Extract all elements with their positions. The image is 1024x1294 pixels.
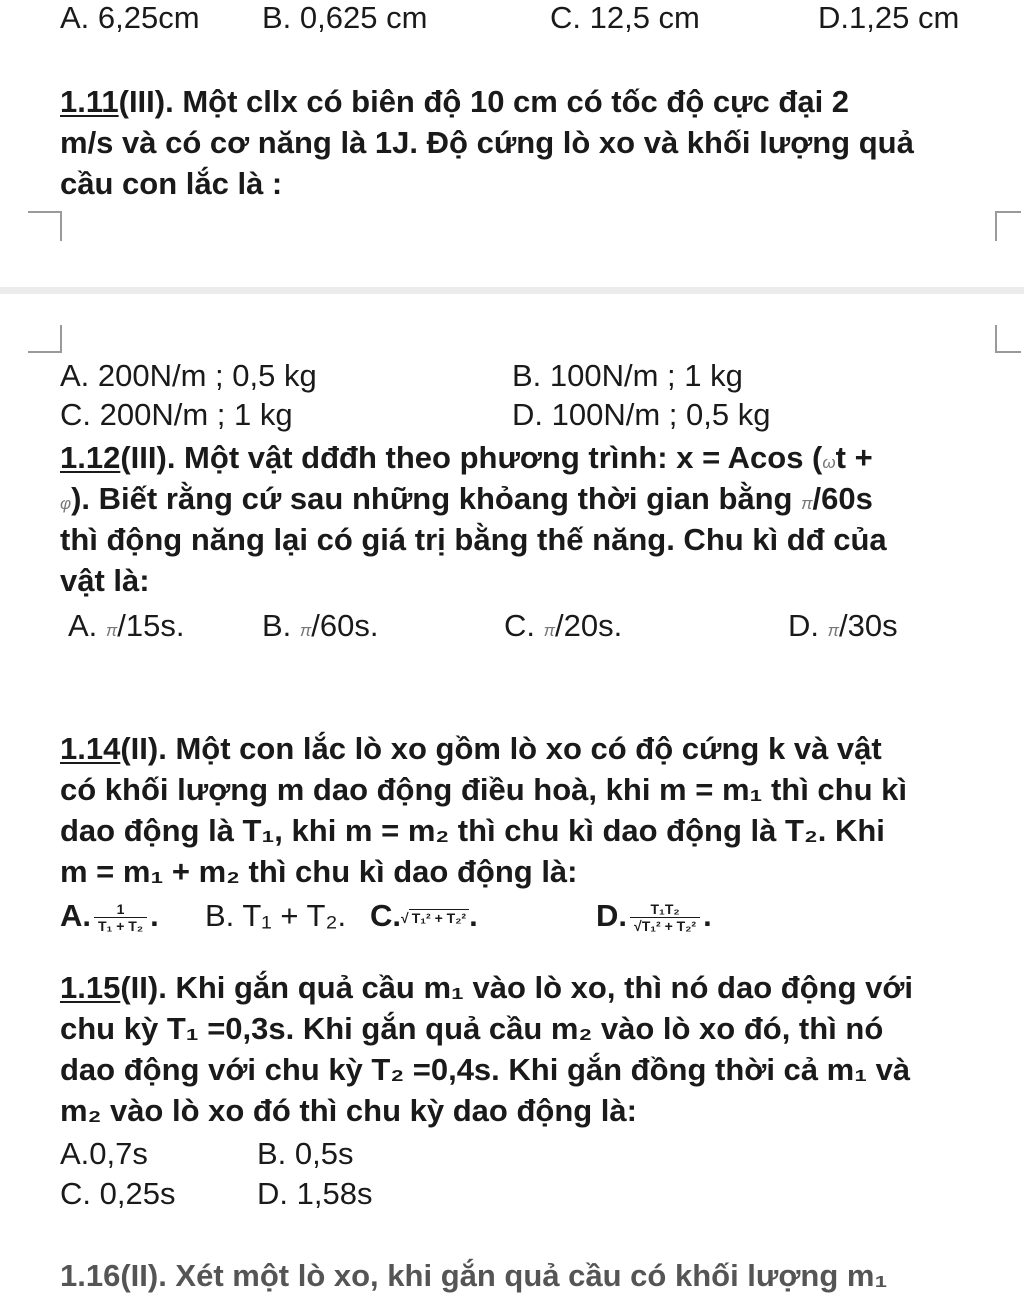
question-number: 1.12 <box>60 440 121 475</box>
question-1-11-line2: m/s và có cơ năng là 1J. Độ cứng lò xo và khối lượng quả <box>60 125 914 160</box>
question-1-14-line1: 1.14(II). Một con lắc lò xo gồm lò xo có độ cứng k và vật <box>60 731 882 766</box>
option-b: B. π/60s. <box>262 608 379 643</box>
top-option-d: D.1,25 cm <box>818 0 960 35</box>
question-1-15-line2: chu kỳ T₁ =0,3s. Khi gắn quả cầu m₂ vào lò xo đó, thì nó <box>60 1011 884 1046</box>
question-1-11-line1: 1.11(III). Một cllx có biên độ 10 cm có tốc độ cực đại 2 <box>60 84 850 119</box>
question-1-14-line4: m = m₁ + m₂ thì chu kì dao động là: <box>60 854 578 889</box>
question-1-16-line1: 1.16(II). Xét một lò xo, khi gắn quả cầu có khối lượng m₁ <box>60 1258 888 1293</box>
option-b: B. T₁ + T₂. <box>205 898 347 933</box>
question-1-11-line3: cầu con lắc là : <box>60 166 283 201</box>
option-d: D. π/30s <box>788 608 898 643</box>
question-1-15-line3: dao động với chu kỳ T₂ =0,4s. Khi gắn đồng thời cả m₁ và <box>60 1052 911 1087</box>
top-option-b: B. 0,625 cm <box>262 0 428 35</box>
question-1-12-line1: 1.12(III). Một vật dđđh theo phương trình: x = Acos (ωt + <box>60 440 873 475</box>
option-c: C. 0,25s <box>60 1176 176 1211</box>
fraction: $\frac{\text{T₁T₂}}{\text{√T₁² + T₂²}}$ <box>630 901 700 934</box>
pi-placeholder-icon: π <box>543 621 556 640</box>
question-1-12-line2: φ). Biết rằng cứ sau những khỏang thời gian bằng π/60s <box>60 481 873 516</box>
divider-band <box>0 287 1024 294</box>
question-1-14-line3: dao động là T₁, khi m = m₂ thì chu kì dao động là T₂. Khi <box>60 813 885 848</box>
crop-corner-top-left <box>28 211 62 241</box>
option-c: C. 200N/m ; 1 kg <box>60 397 293 432</box>
crop-corner-top-right <box>995 211 1021 241</box>
question-1-12-line3: thì động năng lại có giá trị bằng thế năng. Chu kì dđ của <box>60 522 887 557</box>
phi-symbol: φ <box>60 494 72 513</box>
question-1-15-line1: 1.15(II). Khi gắn quả cầu m₁ vào lò xo, thì nó dao động với <box>60 970 914 1005</box>
option-d: D. 100N/m ; 0,5 kg <box>512 397 771 432</box>
crop-corner-bottom-right <box>995 325 1021 353</box>
pi-placeholder-icon: π <box>827 621 840 640</box>
question-number: 1.11 <box>60 84 119 119</box>
option-a: A. π/15s. <box>68 608 185 643</box>
crop-corner-bottom-left <box>28 325 62 353</box>
pi-placeholder-icon: π <box>299 621 312 640</box>
option-b: B. 0,5s <box>257 1136 354 1171</box>
option-d: D. $\frac{\text{T₁T₂}}{\text{√T₁² + T₂²}}$ . <box>596 898 712 935</box>
question-1-12-line4: vật là: <box>60 563 150 598</box>
square-root: √ T₁² + T₂² <box>401 900 469 936</box>
question-1-14-line2: có khối lượng m dao động điều hoà, khi m = m₁ thì chu kì <box>60 772 908 807</box>
option-a: A. 200N/m ; 0,5 kg <box>60 358 317 393</box>
omega-symbol: ω <box>822 453 836 472</box>
option-a: A.0,7s <box>60 1136 148 1171</box>
fraction: $\frac{1}{\text{T₁ + T₂}}$ <box>94 901 147 934</box>
pi-placeholder-icon: π <box>105 621 118 640</box>
option-c: C.√ T₁² + T₂². <box>370 898 478 936</box>
pi-symbol: π <box>801 494 813 513</box>
question-number: 1.14 <box>60 731 121 766</box>
option-d: D. 1,58s <box>257 1176 373 1211</box>
top-option-a: A. 6,25cm <box>60 0 200 35</box>
top-option-c: C. 12,5 cm <box>550 0 700 35</box>
option-c: C. π/20s. <box>504 608 623 643</box>
option-b: B. 100N/m ; 1 kg <box>512 358 743 393</box>
option-a: A. $\frac{1}{\text{T₁ + T₂}}$ . <box>60 898 159 935</box>
question-number: 1.15 <box>60 970 121 1005</box>
question-1-15-line4: m₂ vào lò xo đó thì chu kỳ dao động là: <box>60 1093 637 1128</box>
